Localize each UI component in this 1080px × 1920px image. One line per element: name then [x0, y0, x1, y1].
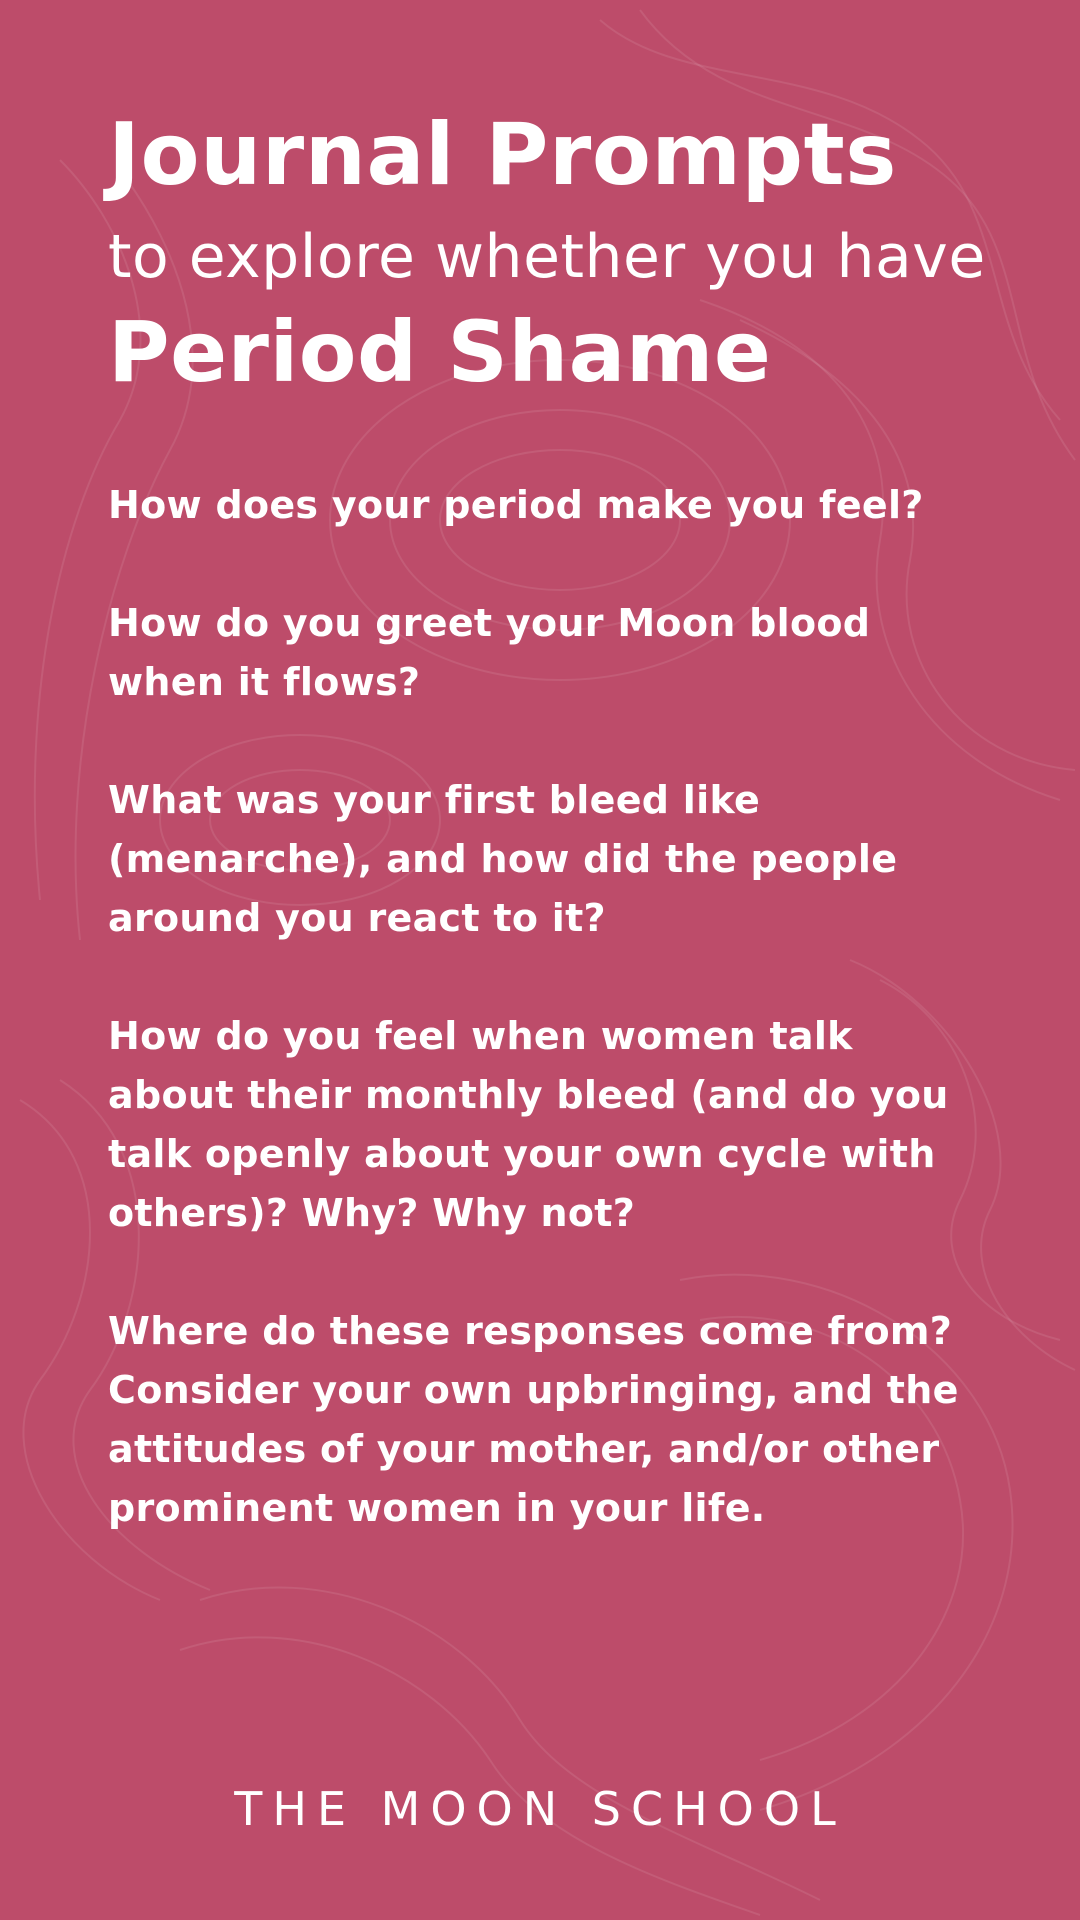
content-area — [108, 105, 988, 1597]
prompt-item: How do you greet your Moon blood when it flows? — [108, 601, 871, 705]
prompt-item: How do you feel when women talk about their monthly bleed (and do you talk openly about your own cycle with others)? Why? Why not? — [108, 1014, 949, 1236]
brand-footer: THE MOON SCHOOL — [234, 1782, 846, 1836]
page-subtitle: to explore whether you have — [108, 222, 986, 293]
page-title: Journal Prompts — [108, 105, 897, 205]
prompt-item: How does your period make you feel? — [108, 483, 924, 528]
prompt-list — [108, 476, 988, 1538]
prompt-item: What was your first bleed like (menarche), and how did the people around you react to it? — [108, 778, 898, 941]
page-topic: Period Shame — [108, 303, 772, 402]
prompt-item: Where do these responses come from? Consider your own upbringing, and the attitudes of your mother, and/or other prominent women in your life. — [108, 1309, 959, 1531]
